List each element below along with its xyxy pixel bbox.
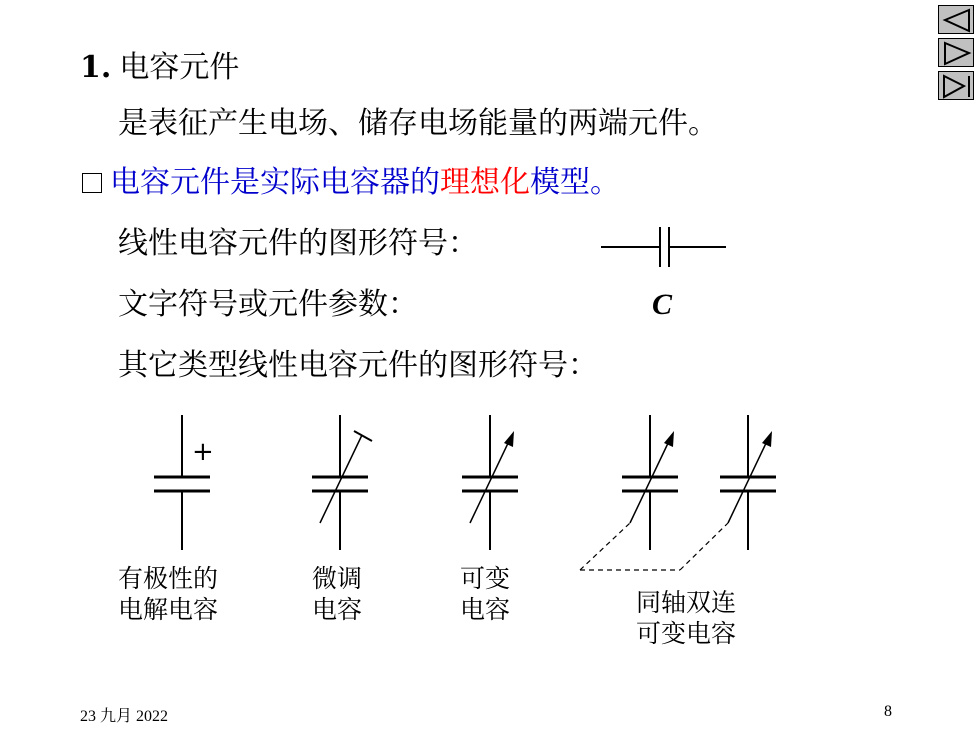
symbol-line-text: 线性电容元件的图形符号：	[118, 226, 478, 261]
trimmer-capacitor-icon	[312, 415, 372, 550]
label-ganged-line2: 可变电容	[636, 619, 737, 648]
next-slide-button[interactable]	[938, 38, 974, 67]
electrolytic-capacitor-icon	[154, 415, 214, 550]
footer-date: 23 九月 2022	[80, 708, 169, 725]
ganged-capacitor-icon	[580, 415, 776, 570]
label-variable-line2: 电容	[460, 595, 511, 624]
label-variable-line1: 可变	[460, 564, 511, 593]
capacitor-symbol-icon	[596, 222, 731, 272]
bullet-text-blue2: 模型。	[530, 165, 620, 200]
label-variable	[460, 563, 510, 625]
label-trimmer	[312, 563, 362, 625]
prev-slide-button[interactable]	[938, 5, 974, 34]
heading-title: 电容元件	[119, 50, 240, 85]
last-slide-button[interactable]	[938, 71, 974, 100]
section-heading	[80, 50, 239, 86]
label-ganged-line1: 同轴双连	[636, 588, 737, 617]
polarity-plus: +	[192, 437, 214, 467]
bullet-line	[82, 165, 620, 201]
label-trimmer-line1: 微调	[312, 564, 363, 593]
end-icon	[939, 72, 975, 101]
bullet-box-icon	[82, 173, 102, 193]
prev-icon	[939, 6, 975, 35]
letter-line-text: 文字符号或元件参数：	[118, 287, 418, 322]
label-electrolytic-line1: 有极性的	[118, 564, 219, 593]
label-electrolytic	[118, 563, 218, 625]
bullet-text-red: 理想化	[440, 165, 530, 200]
bullet-text-blue: 电容元件是实际电容器的	[110, 165, 440, 200]
page-number: 8	[884, 703, 892, 720]
definition-text: 是表征产生电场、储存电场能量的两端元件。	[118, 106, 718, 141]
label-ganged	[636, 587, 736, 649]
label-trimmer-line2: 电容	[312, 595, 363, 624]
label-electrolytic-line2: 电解电容	[118, 595, 219, 624]
next-icon	[939, 39, 975, 68]
heading-number: 1.	[80, 50, 112, 85]
capacitor-types-diagram	[140, 405, 800, 580]
letter-symbol: C	[652, 288, 673, 321]
other-line-text: 其它类型线性电容元件的图形符号：	[118, 348, 598, 383]
variable-capacitor-icon	[462, 415, 518, 550]
